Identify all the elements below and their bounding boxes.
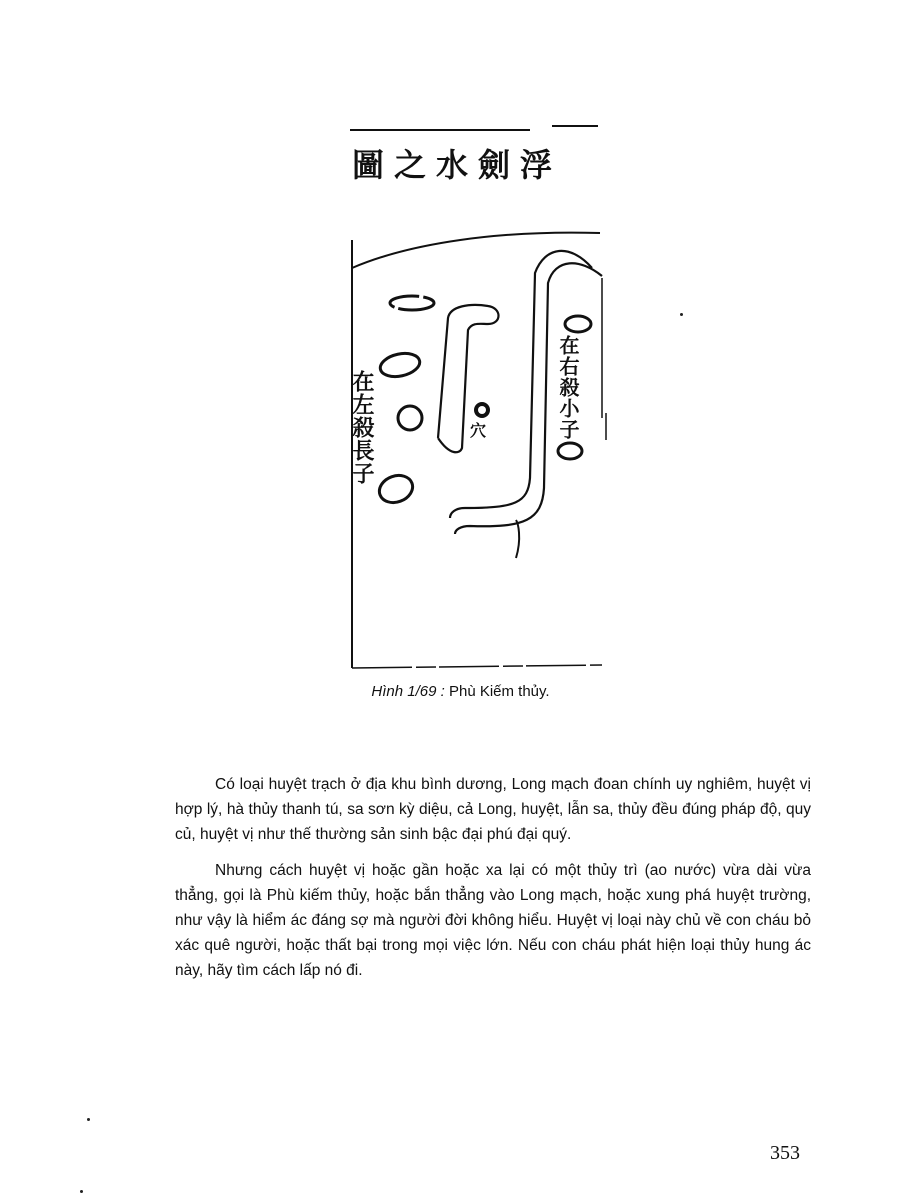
feng-shui-diagram xyxy=(330,118,630,678)
scan-speck xyxy=(80,1190,83,1193)
right-side-label: 在右殺小子 xyxy=(556,335,580,440)
caption-label: Hình 1/69 : xyxy=(371,683,445,700)
cave-label: 穴 xyxy=(470,421,487,440)
left-side-label: 在左殺長子 xyxy=(349,370,375,485)
body-text xyxy=(175,772,811,994)
figure-caption xyxy=(0,683,921,700)
scan-speck xyxy=(87,1118,90,1121)
scan-speck xyxy=(680,313,683,316)
paragraph: Nhưng cách huyệt vị hoặc gần hoặc xa lại có một thủy trì (ao nước) vừa dài vừa thẳng, gọi là Phù kiếm thủy, hoặc bắn thẳng vào Long mạch, hoặc xung phá huyệt trường, như vậy là hiểm ác đáng sợ mà người đời không hiểu. Huyệt vị loại này chủ về con cháu bỏ xác quê người, hoặc thất bại trong mọi việc lớn. Nếu con cháu phát hiện loại thủy hung ác này, hãy tìm cách lấp nó đi. xyxy=(175,862,811,979)
caption-text: Phù Kiếm thủy. xyxy=(448,683,550,700)
figure-title: 圖之水劍浮 xyxy=(352,146,563,184)
page-number: 353 xyxy=(770,1142,800,1164)
paragraph: Có loại huyệt trạch ở địa khu bình dương, Long mạch đoan chính uy nghiêm, huyệt vị hợp lý, hà thủy thanh tú, sa sơn kỳ diệu, cả Long, huyệt, lẫn sa, thủy đều đúng pháp độ, quy củ, huyệt vị như thế thường sản sinh bậc đại phú đại quý. xyxy=(175,776,811,843)
